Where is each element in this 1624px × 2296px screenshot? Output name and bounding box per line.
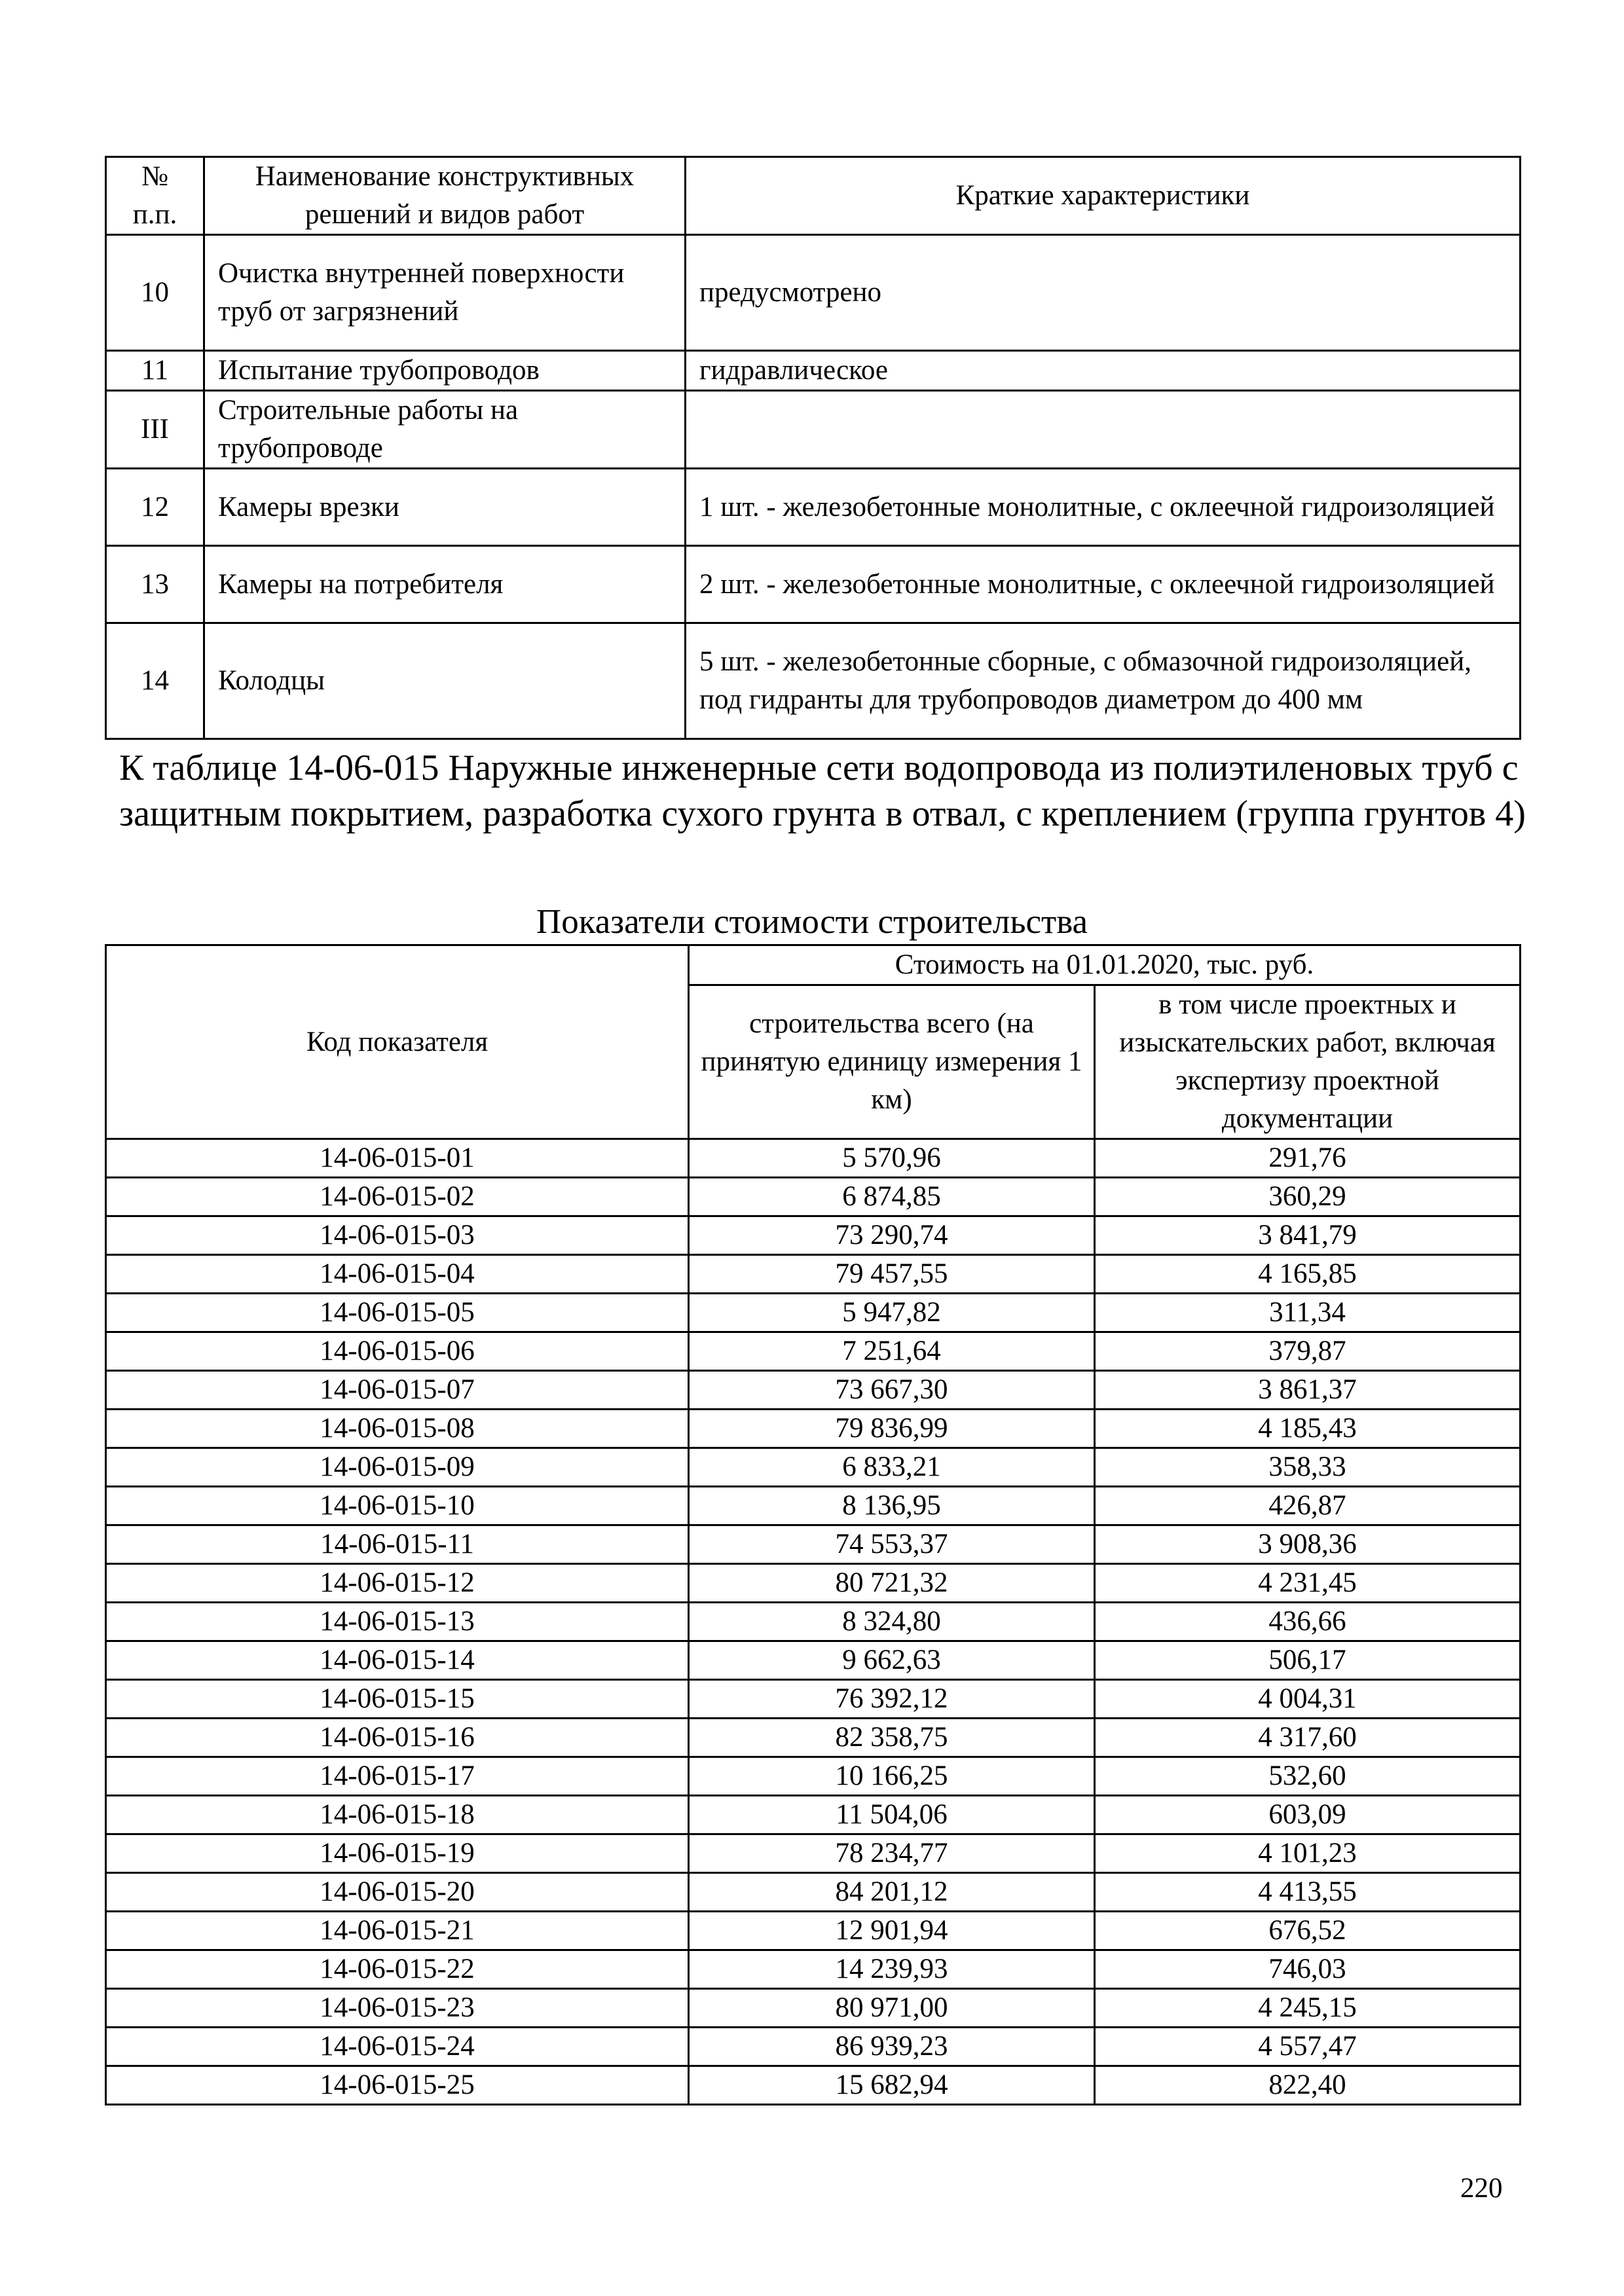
indicator-code: 14-06-015-13: [106, 1603, 689, 1641]
design-cost: 360,29: [1095, 1178, 1521, 1216]
row-num: 14: [106, 623, 204, 739]
total-cost: 7 251,64: [689, 1332, 1095, 1371]
table-row: [106, 469, 1521, 546]
total-cost: 73 667,30: [689, 1371, 1095, 1410]
design-cost: 4 004,31: [1095, 1680, 1521, 1719]
design-cost: 532,60: [1095, 1757, 1521, 1796]
indicator-code: 14-06-015-23: [106, 1989, 689, 2028]
design-cost: 358,33: [1095, 1448, 1521, 1487]
design-cost: 4 185,43: [1095, 1410, 1521, 1448]
section-heading: К таблице 14-06-015 Наружные инженерные сети водопровода из полиэтиленовых труб с защитным покрытием, разработка сухого грунта в отвал, с креплением (группа грунтов 4): [119, 748, 1526, 834]
table-row: [106, 235, 1521, 351]
header-characteristics: Краткие характеристики: [686, 157, 1521, 235]
total-cost: 6 874,85: [689, 1178, 1095, 1216]
total-cost: 6 833,21: [689, 1448, 1095, 1487]
total-cost: 8 324,80: [689, 1603, 1095, 1641]
design-cost: 4 101,23: [1095, 1834, 1521, 1873]
table-row: [106, 1371, 1521, 1410]
table-row: [106, 2066, 1521, 2105]
table-row: [106, 1525, 1521, 1564]
header-design-cost: в том числе проектных и изыскательских работ, включая экспертизу проектной документации: [1095, 985, 1521, 1139]
table-row: [106, 1719, 1521, 1757]
row-name: Камеры врезки: [204, 469, 686, 546]
table-row: [106, 1487, 1521, 1525]
indicator-code: 14-06-015-11: [106, 1525, 689, 1564]
table-row: [106, 351, 1521, 391]
indicator-code: 14-06-015-08: [106, 1410, 689, 1448]
design-cost: 4 231,45: [1095, 1564, 1521, 1603]
total-cost: 11 504,06: [689, 1796, 1095, 1834]
cost-table-body: [106, 1139, 1521, 2105]
design-cost: 3 861,37: [1095, 1371, 1521, 1410]
header-num: № п.п.: [106, 157, 204, 235]
table-row: [106, 1873, 1521, 1912]
total-cost: 86 939,23: [689, 2028, 1095, 2066]
cost-indicators-table: [105, 944, 1521, 2105]
indicator-code: 14-06-015-02: [106, 1178, 689, 1216]
indicator-code: 14-06-015-07: [106, 1371, 689, 1410]
row-num: 11: [106, 351, 204, 391]
total-cost: 76 392,12: [689, 1680, 1095, 1719]
table-row: [106, 1139, 1521, 1178]
indicator-code: 14-06-015-14: [106, 1641, 689, 1680]
row-name: Очистка внутренней поверхности труб от загрязнений: [204, 235, 686, 351]
design-cost: 3 908,36: [1095, 1525, 1521, 1564]
design-cost: 4 557,47: [1095, 2028, 1521, 2066]
indicator-code: 14-06-015-24: [106, 2028, 689, 2066]
design-cost: 379,87: [1095, 1332, 1521, 1371]
indicator-code: 14-06-015-04: [106, 1255, 689, 1294]
row-num: 12: [106, 469, 204, 546]
design-cost: 4 245,15: [1095, 1989, 1521, 2028]
design-cost: 436,66: [1095, 1603, 1521, 1641]
design-cost: 822,40: [1095, 2066, 1521, 2105]
indicator-code: 14-06-015-03: [106, 1216, 689, 1255]
indicator-code: 14-06-015-09: [106, 1448, 689, 1487]
design-cost: 3 841,79: [1095, 1216, 1521, 1255]
header-cost-group: Стоимость на 01.01.2020, тыс. руб.: [689, 945, 1521, 985]
total-cost: 78 234,77: [689, 1834, 1095, 1873]
total-cost: 74 553,37: [689, 1525, 1095, 1564]
row-characteristics: гидравлическое: [686, 351, 1521, 391]
table-row: [106, 1950, 1521, 1989]
row-characteristics: 5 шт. - железобетонные сборные, с обмазочной гидроизоляцией, под гидранты для трубопроводов диаметром до 400 мм: [686, 623, 1521, 739]
row-num: III: [106, 391, 204, 469]
row-name: Испытание трубопроводов: [204, 351, 686, 391]
table-row: [106, 1332, 1521, 1371]
table-header-row: [106, 157, 1521, 235]
total-cost: 8 136,95: [689, 1487, 1095, 1525]
table-row: [106, 1410, 1521, 1448]
total-cost: 82 358,75: [689, 1719, 1095, 1757]
design-cost: 746,03: [1095, 1950, 1521, 1989]
indicator-code: 14-06-015-15: [106, 1680, 689, 1719]
table-row: [106, 1912, 1521, 1950]
table-row: [106, 1680, 1521, 1719]
total-cost: 73 290,74: [689, 1216, 1095, 1255]
row-num: 13: [106, 546, 204, 623]
design-cost: 426,87: [1095, 1487, 1521, 1525]
table-row: [106, 1834, 1521, 1873]
header-code: Код показателя: [106, 945, 689, 1139]
design-cost: 603,09: [1095, 1796, 1521, 1834]
indicator-code: 14-06-015-01: [106, 1139, 689, 1178]
cost-table-title: Показатели стоимости строительства: [536, 903, 1088, 941]
table-row: [106, 1641, 1521, 1680]
table-row: [106, 1294, 1521, 1332]
page-number: 220: [1460, 2173, 1503, 2204]
total-cost: 5 570,96: [689, 1139, 1095, 1178]
design-cost: 4 317,60: [1095, 1719, 1521, 1757]
table-row: [106, 546, 1521, 623]
table-row: [106, 1216, 1521, 1255]
total-cost: 9 662,63: [689, 1641, 1095, 1680]
indicator-code: 14-06-015-10: [106, 1487, 689, 1525]
design-cost: 4 165,85: [1095, 1255, 1521, 1294]
design-cost: 676,52: [1095, 1912, 1521, 1950]
indicator-code: 14-06-015-06: [106, 1332, 689, 1371]
table-header-row: [106, 945, 1521, 985]
indicator-code: 14-06-015-25: [106, 2066, 689, 2105]
header-name: Наименование конструктивных решений и видов работ: [204, 157, 686, 235]
total-cost: 15 682,94: [689, 2066, 1095, 2105]
table-row: [106, 1178, 1521, 1216]
total-cost: 80 721,32: [689, 1564, 1095, 1603]
row-name: Строительные работы на трубопроводе: [204, 391, 686, 469]
row-name: Колодцы: [204, 623, 686, 739]
table-row: [106, 1757, 1521, 1796]
indicator-code: 14-06-015-17: [106, 1757, 689, 1796]
row-num: 10: [106, 235, 204, 351]
indicator-code: 14-06-015-18: [106, 1796, 689, 1834]
total-cost: 5 947,82: [689, 1294, 1095, 1332]
design-cost: 4 413,55: [1095, 1873, 1521, 1912]
table-row: [106, 1448, 1521, 1487]
header-total-cost: строительства всего (на принятую единицу измерения 1 км): [689, 985, 1095, 1139]
indicator-code: 14-06-015-21: [106, 1912, 689, 1950]
table-row: [106, 1255, 1521, 1294]
row-characteristics: [686, 391, 1521, 469]
indicator-code: 14-06-015-16: [106, 1719, 689, 1757]
total-cost: 12 901,94: [689, 1912, 1095, 1950]
indicator-code: 14-06-015-20: [106, 1873, 689, 1912]
total-cost: 14 239,93: [689, 1950, 1095, 1989]
total-cost: 80 971,00: [689, 1989, 1095, 2028]
table-row: [106, 1564, 1521, 1603]
table-row: [106, 2028, 1521, 2066]
table-row: [106, 391, 1521, 469]
design-cost: 291,76: [1095, 1139, 1521, 1178]
total-cost: 79 457,55: [689, 1255, 1095, 1294]
design-cost: 311,34: [1095, 1294, 1521, 1332]
table-row: [106, 1989, 1521, 2028]
indicator-code: 14-06-015-19: [106, 1834, 689, 1873]
table-row: [106, 623, 1521, 739]
total-cost: 10 166,25: [689, 1757, 1095, 1796]
row-characteristics: 2 шт. - железобетонные монолитные, с оклеечной гидроизоляцией: [686, 546, 1521, 623]
design-cost: 506,17: [1095, 1641, 1521, 1680]
row-name: Камеры на потребителя: [204, 546, 686, 623]
total-cost: 79 836,99: [689, 1410, 1095, 1448]
total-cost: 84 201,12: [689, 1873, 1095, 1912]
table-row: [106, 1796, 1521, 1834]
indicator-code: 14-06-015-22: [106, 1950, 689, 1989]
work-types-table: [105, 156, 1521, 740]
row-characteristics: предусмотрено: [686, 235, 1521, 351]
table-row: [106, 1603, 1521, 1641]
indicator-code: 14-06-015-05: [106, 1294, 689, 1332]
indicator-code: 14-06-015-12: [106, 1564, 689, 1603]
row-characteristics: 1 шт. - железобетонные монолитные, с оклеечной гидроизоляцией: [686, 469, 1521, 546]
